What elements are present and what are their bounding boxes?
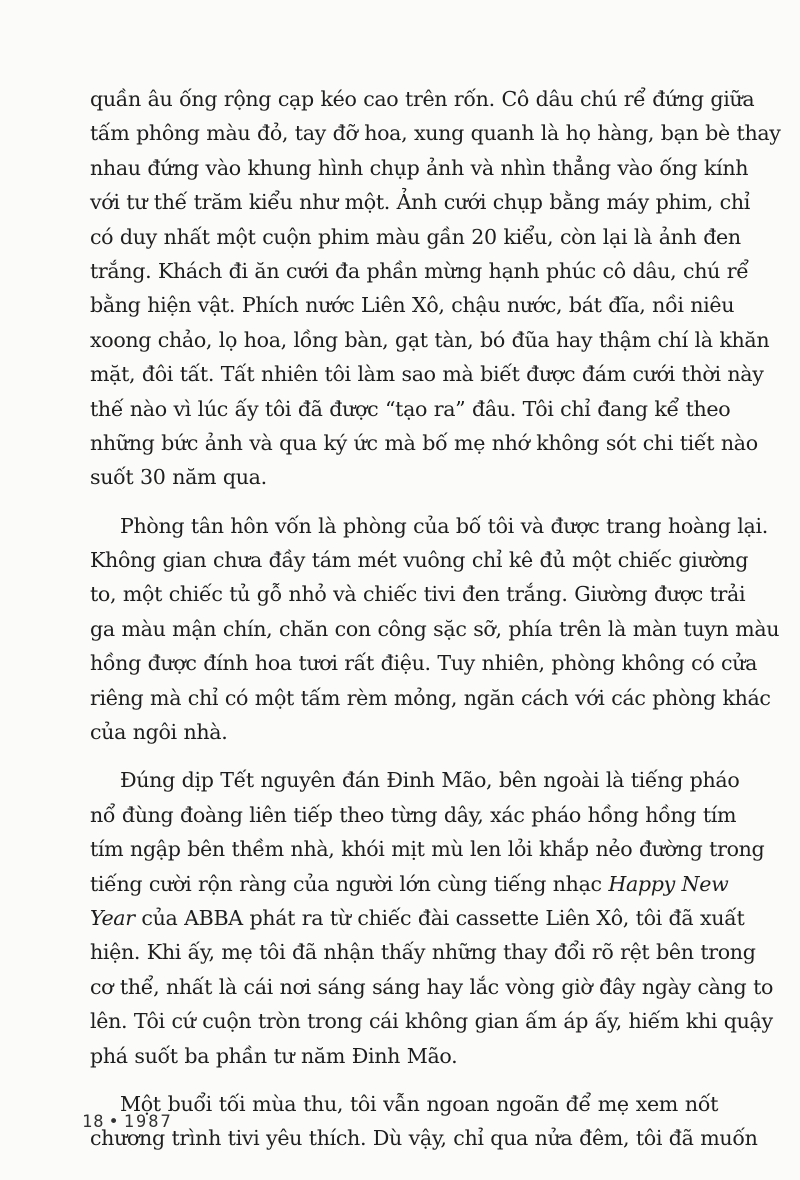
text-line: cơ thể, nhất là cái nơi sáng sáng hay lắc vòng giờ đây ngày càng to	[90, 974, 774, 999]
text-line-last: phá suốt ba phần tư năm Đinh Mão.	[90, 1043, 458, 1068]
paragraph-3	[90, 763, 774, 1073]
text-line-first: Một buổi tối mùa thu, tôi vẫn ngoan ngoãn để mẹ xem nốt	[120, 1091, 718, 1116]
text-line: tấm phông màu đỏ, tay đỡ hoa, xung quanh là họ hàng, bạn bè thay	[90, 121, 781, 146]
text-line-last: của ngôi nhà.	[90, 720, 228, 745]
text-line: ga màu mận chín, chăn con công sặc sỡ, phía trên là màn tuyn màu	[90, 616, 780, 641]
paragraph-2	[90, 509, 780, 750]
page-body-text	[90, 82, 781, 1156]
text-line: chương trình tivi yêu thích. Dù vậy, chỉ qua nửa đêm, tôi đã muốn	[90, 1126, 758, 1151]
text-line: mặt, đôi tất. Tất nhiên tôi làm sao mà biết được đám cưới thời này	[90, 362, 764, 387]
footer-separator: •	[108, 1112, 120, 1132]
page-footer	[82, 1112, 173, 1132]
text-line: xoong chảo, lọ hoa, lồng bàn, gạt tàn, bó đũa hay thậm chí là khăn	[90, 327, 770, 352]
text-line: to, một chiếc tủ gỗ nhỏ và chiếc tivi đen trắng. Giường được trải	[90, 582, 746, 607]
text-line: thế nào vì lúc ấy tôi đã được “tạo ra” đâu. Tôi chỉ đang kể theo	[90, 396, 731, 421]
paragraph-1	[90, 82, 781, 495]
text-line: bằng hiện vật. Phích nước Liên Xô, chậu nước, bát đĩa, nồi niêu	[90, 293, 735, 318]
text-line: quần âu ống rộng cạp kéo cao trên rốn. Cô dâu chú rể đứng giữa	[90, 87, 755, 111]
text-line: nổ đùng đoàng liên tiếp theo từng dây, xác pháo hồng hồng tím	[90, 802, 737, 827]
text-line: Không gian chưa đầy tám mét vuông chỉ kê đủ một chiếc giường	[90, 548, 749, 573]
paragraph-4	[90, 1087, 758, 1156]
text-line: riêng mà chỉ có một tấm rèm mỏng, ngăn cách với các phòng khác	[90, 685, 771, 710]
text-line: hồng được đính hoa tươi rất điệu. Tuy nhiên, phòng không có cửa	[90, 651, 758, 676]
text-line: Year của ABBA phát ra từ chiếc đài cassette Liên Xô, tôi đã xuất	[90, 905, 745, 930]
text-line: những bức ảnh và qua ký ức mà bố mẹ nhớ không sót chi tiết nào	[90, 430, 758, 455]
text-line: trắng. Khách đi ăn cưới đa phần mừng hạnh phúc cô dâu, chú rể	[90, 258, 749, 283]
text-line: có duy nhất một cuộn phim màu gần 20 kiểu, còn lại là ảnh đen	[90, 224, 741, 249]
text-line-last: suốt 30 năm qua.	[90, 465, 267, 490]
text-line: hiện. Khi ấy, mẹ tôi đã nhận thấy những thay đổi rõ rệt bên trong	[90, 940, 756, 965]
text-line-first: Đúng dịp Tết nguyên đán Đinh Mão, bên ngoài là tiếng pháo	[120, 768, 740, 793]
text-line: tiếng cười rộn ràng của người lớn cùng tiếng nhạc Happy New	[90, 871, 729, 896]
text-line-first: Phòng tân hôn vốn là phòng của bố tôi và được trang hoàng lại.	[120, 513, 768, 538]
text-line: tím ngập bên thềm nhà, khói mịt mù len lỏi khắp nẻo đường trong	[90, 837, 765, 862]
text-line: nhau đứng vào khung hình chụp ảnh và nhìn thẳng vào ống kính	[90, 155, 749, 180]
text-line: lên. Tôi cứ cuộn tròn trong cái không gian ấm áp ấy, hiếm khi quậy	[90, 1009, 773, 1034]
text-line: với tư thế trăm kiểu như một. Ảnh cưới chụp bằng máy phim, chỉ	[90, 190, 750, 215]
song-title-part: Happy New	[608, 871, 729, 896]
running-title: 1987	[123, 1112, 173, 1132]
song-title-part: Year	[90, 905, 135, 930]
page-number: 18	[82, 1112, 105, 1132]
